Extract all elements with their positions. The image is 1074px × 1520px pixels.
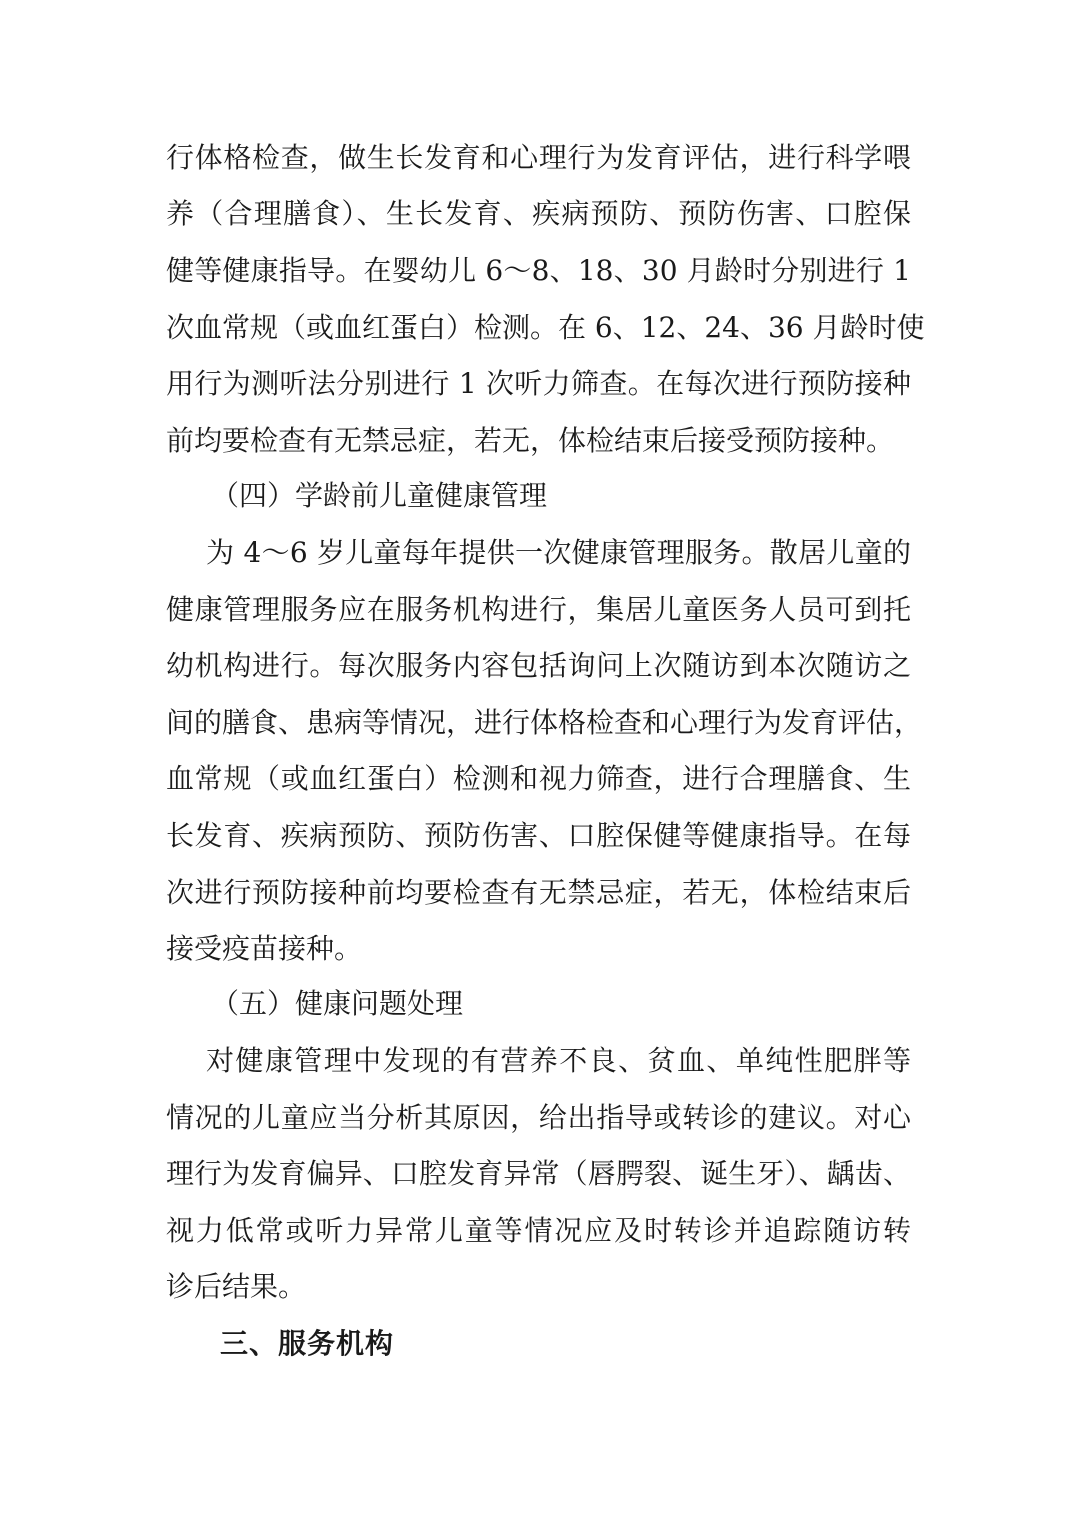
paragraph-line: 用行为测听法分别进行 1 次听力筛查。在每次进行预防接种	[166, 367, 911, 400]
paragraph-line: 理行为发育偏异、口腔发育异常（唇腭裂、诞生牙）、龋齿、	[166, 1157, 911, 1190]
paragraph-line: 情况的儿童应当分析其原因，给出指导或转诊的建议。对心	[166, 1101, 911, 1134]
paragraph-line: 血常规（或血红蛋白）检测和视力筛查，进行合理膳食、生	[166, 762, 911, 795]
paragraph-line: 接受疫苗接种。	[166, 932, 363, 965]
section-heading-four: （四）学龄前儿童健康管理	[211, 479, 548, 512]
paragraph-line: 长发育、疾病预防、预防伤害、口腔保健等健康指导。在每	[166, 819, 911, 852]
paragraph-line: 诊后结果。	[166, 1270, 307, 1303]
paragraph-line: 行体格检查，做生长发育和心理行为发育评估，进行科学喂	[166, 141, 911, 174]
paragraph-line: 养（合理膳食）、生长发育、疾病预防、预防伤害、口腔保	[166, 197, 911, 230]
paragraph-line: 间的膳食、患病等情况，进行体格检查和心理行为发育评估，	[166, 706, 923, 739]
paragraph-line: 为 4～6 岁儿童每年提供一次健康管理服务。散居儿童的	[206, 536, 911, 569]
section-heading-five: （五）健康问题处理	[211, 987, 464, 1020]
paragraph-line: 视力低常或听力异常儿童等情况应及时转诊并追踪随访转	[166, 1214, 911, 1247]
paragraph-line: 对健康管理中发现的有营养不良、贫血、单纯性肥胖等	[206, 1044, 911, 1077]
paragraph-line: 次进行预防接种前均要检查有无禁忌症，若无，体检结束后	[166, 876, 911, 909]
paragraph-line: 次血常规（或血红蛋白）检测。在 6、12、24、36 月龄时使	[166, 311, 925, 344]
section-title-three: 三、服务机构	[220, 1327, 395, 1360]
paragraph-line: 前均要检查有无禁忌症，若无，体检结束后接受预防接种。	[166, 424, 895, 457]
paragraph-line: 幼机构进行。每次服务内容包括询问上次随访到本次随访之	[166, 649, 911, 682]
paragraph-line: 健康管理服务应在服务机构进行，集居儿童医务人员可到托	[166, 593, 911, 626]
paragraph-line: 健等健康指导。在婴幼儿 6～8、18、30 月龄时分别进行 1	[166, 254, 911, 287]
